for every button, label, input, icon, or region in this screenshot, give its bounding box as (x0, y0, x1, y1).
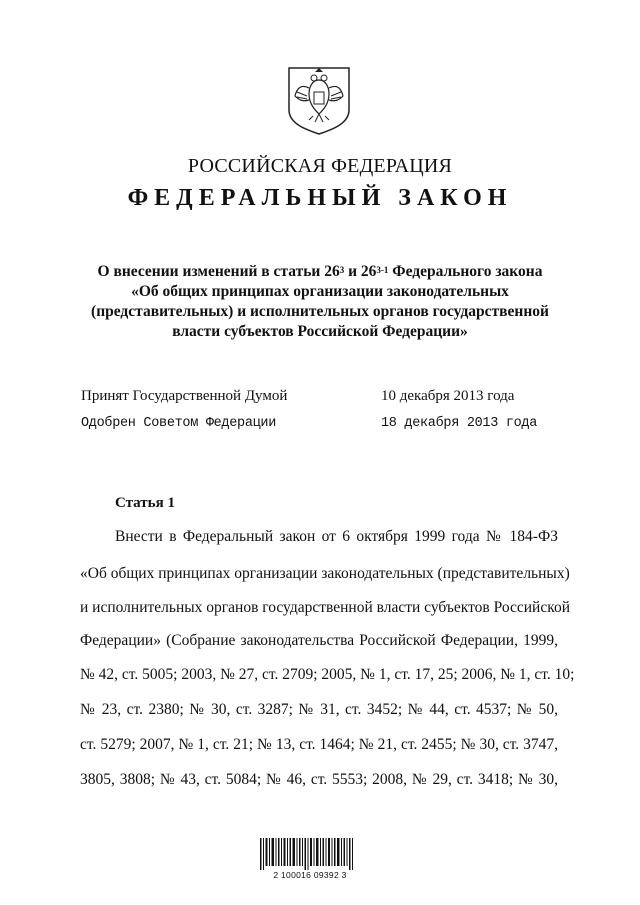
superscript: 3-1 (376, 265, 389, 275)
barcode-icon (258, 838, 358, 870)
title-line (60, 262, 580, 282)
title-line: «Об общих принципах организации законодательных (131, 283, 509, 300)
duma-adoption-date: 10 декабря 2013 года (381, 388, 515, 404)
russian-coat-of-arms-icon (287, 66, 351, 136)
duma-adoption-label: Принят Государственной Думой (81, 388, 288, 404)
title-line: власти субъектов Российской Федерации» (172, 323, 468, 340)
article-text-line: Федерации» (Собрание законодательства Российской Федерации, 1999, (80, 632, 558, 649)
document-type: ФЕДЕРАЛЬНЫЙ ЗАКОН (127, 185, 513, 211)
title-text: О внесении изменений в статьи 26 (97, 263, 340, 280)
article-heading: Статья 1 (115, 495, 175, 511)
article-text-line: № 23, ст. 2380; № 30, ст. 3287; № 31, ст. 3452; № 44, ст. 4537; № 50, (80, 701, 558, 718)
council-approval-date: 18 декабря 2013 года (381, 416, 538, 431)
state-name: РОССИЙСКАЯ ФЕДЕРАЦИЯ (187, 155, 453, 177)
title-text: и 26 (344, 263, 377, 280)
title-text: Федерального закона (388, 263, 543, 280)
title-line: (представительных) и исполнительных органов государственной (91, 303, 549, 320)
article-text-line: Внести в Федеральный закон от 6 октября 1999 года № 184-ФЗ (115, 528, 558, 545)
article-text-line: 3805, 3808; № 43, ст. 5084; № 46, ст. 5553; 2008, № 29, ст. 3418; № 30, (80, 771, 558, 788)
council-approval-label: Одобрен Советом Федерации (81, 416, 277, 431)
article-text-line: № 42, ст. 5005; 2003, № 27, ст. 2709; 2005, № 1, ст. 17, 25; 2006, № 1, ст. 10; (80, 666, 575, 683)
article-text-line: «Об общих принципах организации законодательных (представительных) (80, 565, 570, 582)
barcode-number: 2 100016 09392 3 (273, 870, 347, 880)
article-text-line: ст. 5279; 2007, № 1, ст. 21; № 13, ст. 1464; № 21, ст. 2455; № 30, ст. 3747, (80, 736, 558, 753)
article-text-line: и исполнительных органов государственной власти субъектов Российской (80, 599, 571, 616)
law-title (60, 262, 580, 342)
superscript: 3 (339, 265, 345, 275)
